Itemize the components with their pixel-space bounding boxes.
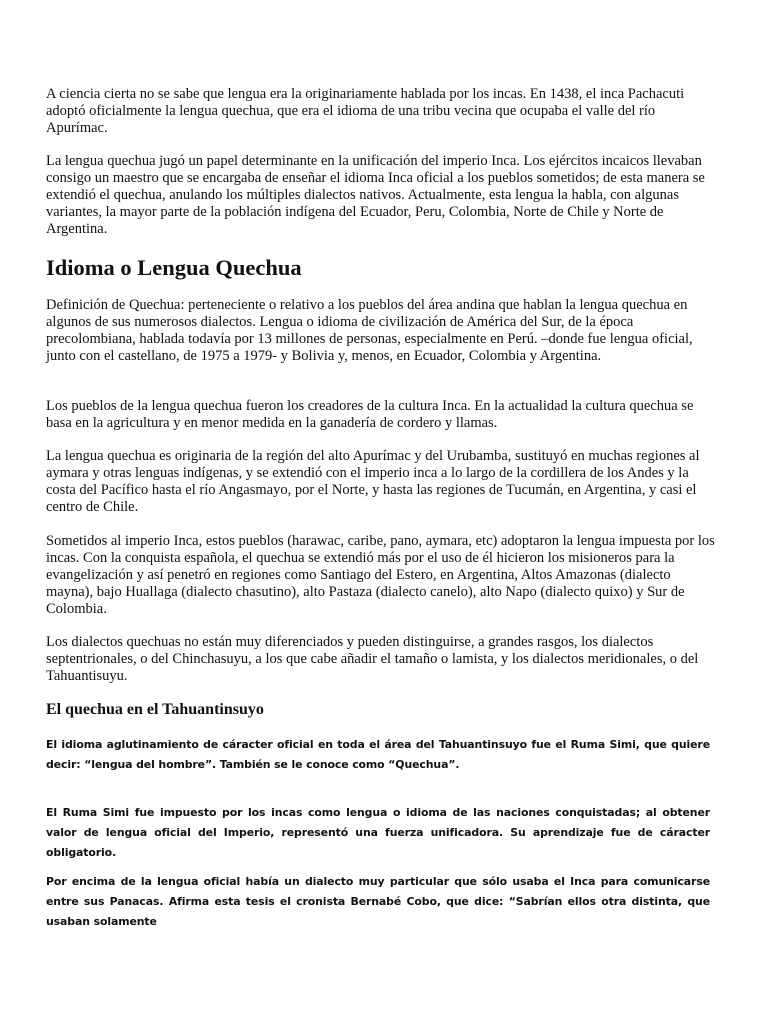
main-paragraph-3: La lengua quechua es originaria de la región del alto Apurímac y del Urubamba, sustituyó en muchas regiones al aymara y otras lenguas indígenas, y se extendió con el imperio inca a lo largo de la cordillera de los Andes y la costa del Pacífico hasta el río Angasmayo, por el Norte, y hasta las regiones de Tucumán, en Argentina, y casi el centro de Chile. — [46, 448, 700, 515]
main-paragraph-5: Los dialectos quechuas no están muy diferenciados y pueden distinguirse, a grandes rasgos, los dialectos septentrionales, o del Chinchasuyu, a los que cabe añadir el tamaño o lamista, y los dialectos meridionales, o del Tahuantisuyu. — [46, 634, 699, 684]
intro-paragraph-1: A ciencia cierta no se sabe que lengua era la originariamente hablada por los incas. En 1438, el inca Pachacuti adoptó oficialmente la lengua quechua, que era el idioma de una tribu vecina que ocupaba el valle del río Apurímac. — [46, 86, 685, 136]
sub-heading: El quechua en el Tahuantinsuyo — [46, 701, 264, 718]
sub-paragraph-1: El idioma aglutinamiento de cáracter oficial en toda el área del Tahuantinsuyo fue el Ruma Simi, que quiere decir: “lengua del hombre”. También se le conoce como “Quechua”. — [46, 738, 710, 771]
main-paragraph-1: Definición de Quechua: perteneciente o relativo a los pueblos del área andina que hablan la lengua quechua en algunos de sus numerosos dialectos. Lengua o idioma de civilización de América del Sur, de la época precolombiana, hablada todavía por 13 millones de personas, especialmente en Perú. –donde fue lengua oficial, junto con el castellano, de 1975 a 1979- y Bolivia y, menos, en Ecuador, Colombia y Argentina. — [46, 297, 693, 364]
sub-paragraph-2: El Ruma Simi fue impuesto por los incas como lengua o idioma de las naciones conquistadas; al obtener valor de lengua oficial del Imperio, representó una fuerza unificadora. Su aprendizaje fue de cáracter obligatorio. — [46, 806, 710, 859]
sub-paragraph-3: Por encima de la lengua oficial había un dialecto muy particular que sólo usaba el Inca para comunicarse entre sus Panacas. Afirma esta tesis el cronista Bernabé Cobo, que dice: “Sabrían ellos otra distinta, que usaban solamente — [46, 875, 710, 928]
intro-paragraph-2: La lengua quechua jugó un papel determinante en la unificación del imperio Inca. Los ejércitos incaicos llevaban consigo un maestro que se encargaba de enseñar el idioma Inca oficial a los pueblos sometidos; de esta manera se extendió el quechua, anulando los múltiples dialectos nativos. Actualmente, esta lengua la habla, con algunas variantes, la mayor parte de la población indígena del Ecuador, Peru, Colombia, Norte de Chile y Norte de Argentina. — [46, 153, 705, 237]
main-paragraph-4: Sometidos al imperio Inca, estos pueblos (harawac, caribe, pano, aymara, etc) adoptaron la lengua impuesta por los incas. Con la conquista española, el quechua se extendió más por el uso de él hicieron los misioneros para la evangelización y así penetró en regiones como Santiago del Estero, en Argentina, Altos Amazonas (dialecto mayna), bajo Huallaga (dialecto chasutino), alto Pastaza (dialecto canelo), alto Napo (dialecto quixo) y Sur de Colombia. — [46, 533, 715, 617]
main-paragraph-2: Los pueblos de la lengua quechua fueron los creadores de la cultura Inca. En la actualidad la cultura quechua se basa en la agricultura y en menor medida en la ganadería de cordero y llamas. — [46, 398, 694, 431]
main-heading: Idioma o Lengua Quechua — [46, 255, 302, 280]
